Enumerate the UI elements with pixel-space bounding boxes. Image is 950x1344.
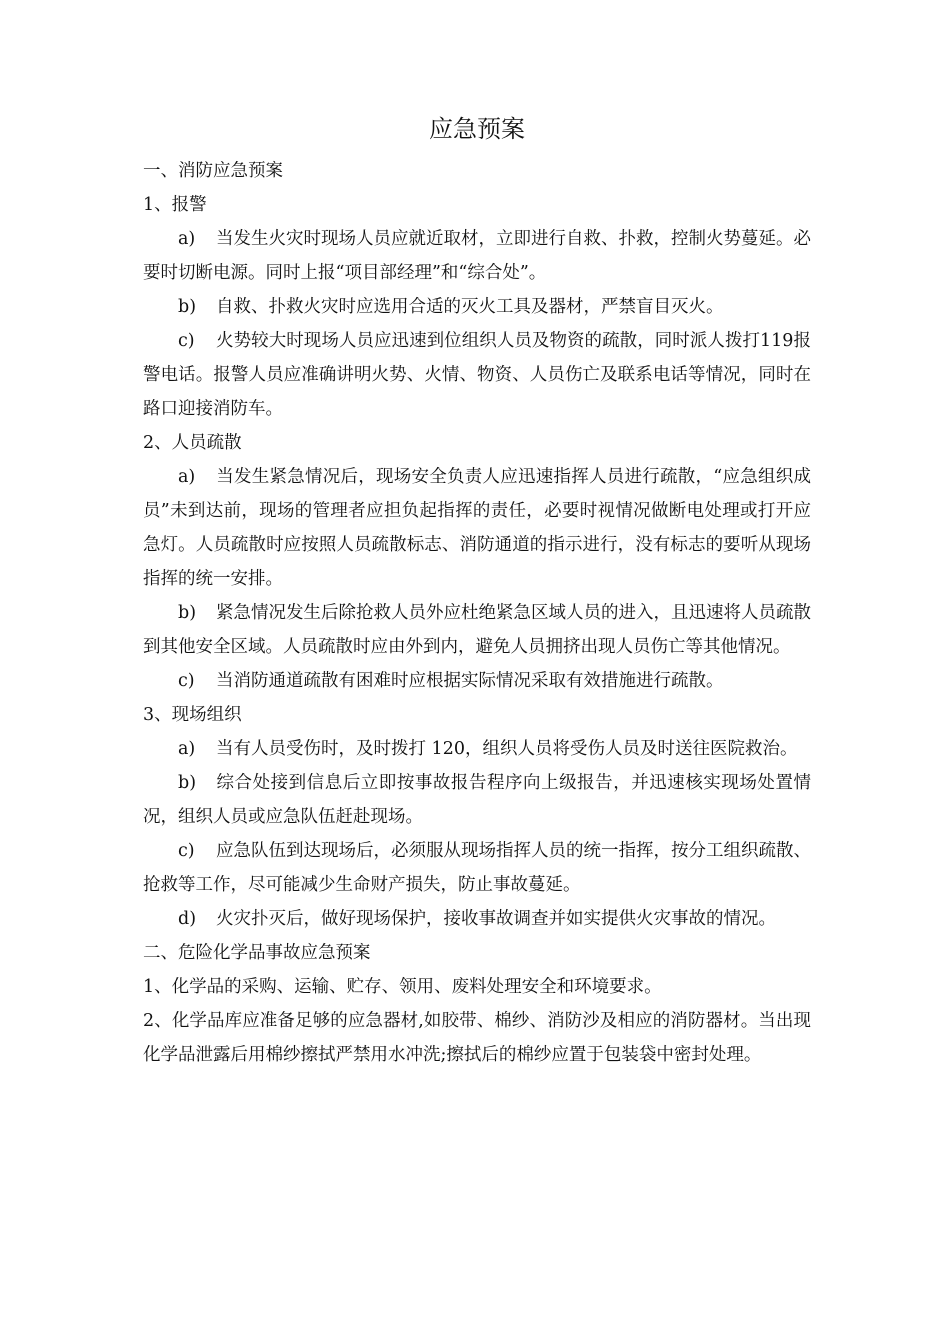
list-item (143, 766, 811, 834)
section-heading: 二、危险化学品事故应急预案 (143, 943, 371, 963)
item-text: 火势较大时现场人员应迅速到位组织人员及物资的疏散，同时派人拨打119报警电话。报警人员应准确讲明火势、火情、物资、人员伤亡及联系电话等情况，同时在路口迎接消防车。 (143, 331, 811, 419)
item-marker: b) (178, 773, 197, 793)
item-marker: b) (178, 297, 197, 317)
list-item (143, 460, 811, 596)
list-item (143, 324, 811, 426)
item-text: 火灾扑灭后，做好现场保护，接收事故调查并如实提供火灾事故的情况。 (216, 909, 776, 929)
item-marker: c) (178, 841, 195, 861)
item-text: 紧急情况发生后除抢救人员外应杜绝紧急区域人员的进入，且迅速将人员疏散到其他安全区域。人员疏散时应由外到内，避免人员拥挤出现人员伤亡等其他情况。 (143, 603, 811, 657)
item-text: 当有人员受伤时，及时拨打 120，组织人员将受伤人员及时送往医院救治。 (216, 739, 798, 759)
list-item (143, 222, 811, 290)
list-item (143, 834, 811, 902)
document-body (143, 112, 811, 1072)
item-text: 综合处接到信息后立即按事故报告程序向上级报告，并迅速核实现场处置情况，组织人员或应急队伍赶赴现场。 (143, 773, 811, 827)
list-item (143, 664, 811, 698)
item-marker: b) (178, 603, 197, 623)
item-text: 自救、扑救火灾时应选用合适的灭火工具及器材，严禁盲目灭火。 (216, 297, 724, 317)
list-item (143, 732, 811, 766)
item-text: 当消防通道疏散有困难时应根据实际情况采取有效措施进行疏散。 (216, 671, 724, 691)
section-heading: 一、消防应急预案 (143, 161, 283, 181)
item-marker: a) (178, 467, 196, 487)
paragraph: 1、化学品的采购、运输、贮存、领用、废料处理安全和环境要求。 (143, 977, 662, 997)
subsection-heading: 2、人员疏散 (143, 433, 242, 453)
item-text: 应急队伍到达现场后，必须服从现场指挥人员的统一指挥，按分工组织疏散、抢救等工作，尽可能减少生命财产损失，防止事故蔓延。 (143, 841, 811, 895)
item-marker: d) (178, 909, 197, 929)
item-marker: c) (178, 671, 195, 691)
item-marker: a) (178, 229, 196, 249)
document-title: 应急预案 (429, 115, 525, 143)
item-marker: c) (178, 331, 195, 351)
list-item (143, 902, 811, 936)
item-text: 当发生紧急情况后，现场安全负责人应迅速指挥人员进行疏散，“应急组织成员”未到达前，现场的管理者应担负起指挥的责任，必要时视情况做断电处理或打开应急灯。人员疏散时应按照人员疏散标志、消防通道的指示进行，没有标志的要听从现场指挥的统一安排。 (143, 467, 811, 589)
item-text: 当发生火灾时现场人员应就近取材，立即进行自救、扑救，控制火势蔓延。必要时切断电源。同时上报“项目部经理”和“综合处”。 (143, 229, 811, 283)
subsection-heading: 1、报警 (143, 195, 207, 215)
list-item (143, 290, 811, 324)
paragraph: 2、化学品库应准备足够的应急器材,如胶带、棉纱、消防沙及相应的消防器材。当出现化学品泄露后用棉纱擦拭严禁用水冲洗;擦拭后的棉纱应置于包装袋中密封处理。 (143, 1011, 811, 1065)
list-item (143, 596, 811, 664)
subsection-heading: 3、现场组织 (143, 705, 242, 725)
item-marker: a) (178, 739, 196, 759)
